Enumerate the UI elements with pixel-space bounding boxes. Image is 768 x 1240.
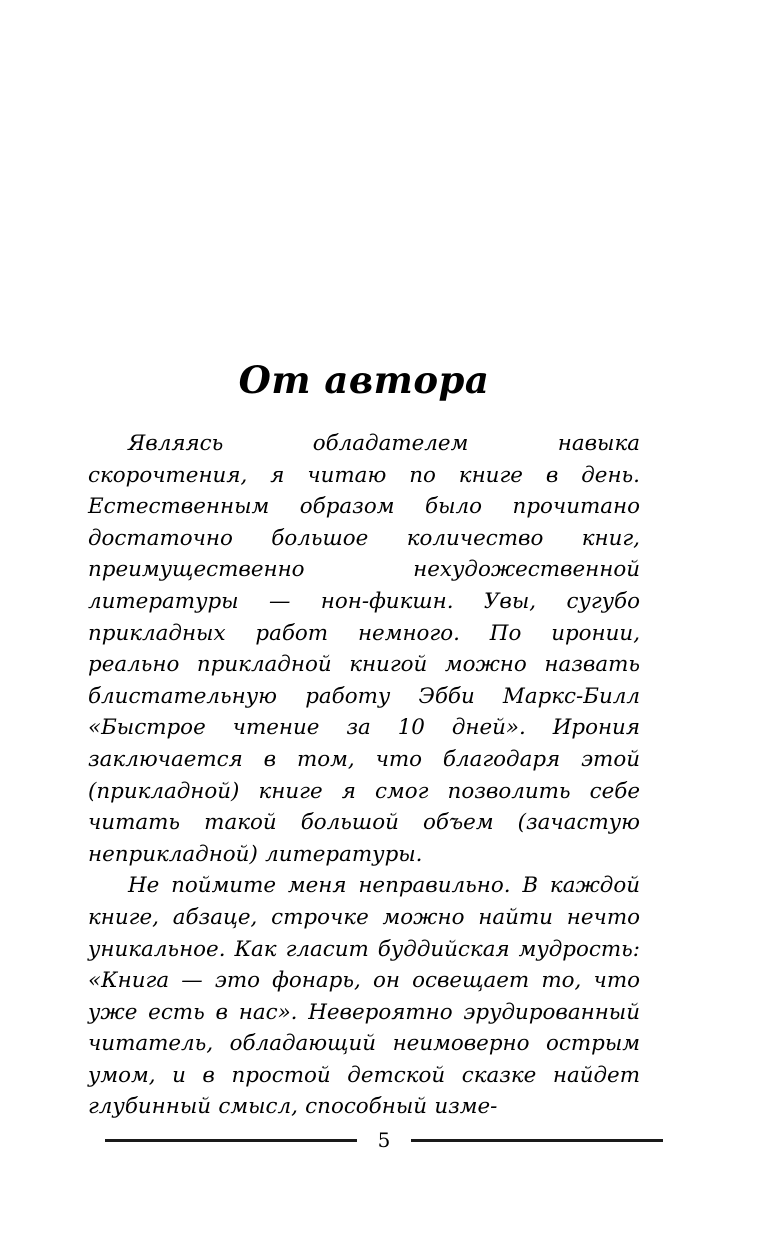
footer-rule-left [105, 1139, 357, 1142]
footer-rule-right [411, 1139, 663, 1142]
paragraph-2: Не поймите меня неправильно. В каждой книге, абзаце, строчке можно найти нечто уникальное. Как гласит буддийская мудрость: «Книга — это фонарь, он освещает то, что уже есть в нас». Невероятно эрудированный читатель, обладающий неимоверно острым умом, и в простой детской сказке найдет глубинный смысл, способный изме- [88, 873, 640, 1120]
paragraph-1: Являясь обладателем навыка скорочтения, я читаю по книге в день. Естественным образом было прочитано достаточно большое количество книг, преимущественно нехудожественной литературы — нон-фикшн. Увы, сугубо прикладных работ немного. По иронии, реально прикладной книгой можно назвать блистательную работу Эбби Маркс-Билл «Быстрое чтение за 10 дней». Ирония заключается в том, что благодаря этой (прикладной) книге я смог позволить себе читать такой большой объем (зачастую неприкладной) литературы. [88, 431, 640, 867]
page-number: 5 [377, 1128, 391, 1152]
page-content [88, 0, 640, 1123]
page-title: От автора [238, 358, 490, 402]
body-text [88, 402, 640, 1123]
page-footer [0, 1120, 768, 1160]
